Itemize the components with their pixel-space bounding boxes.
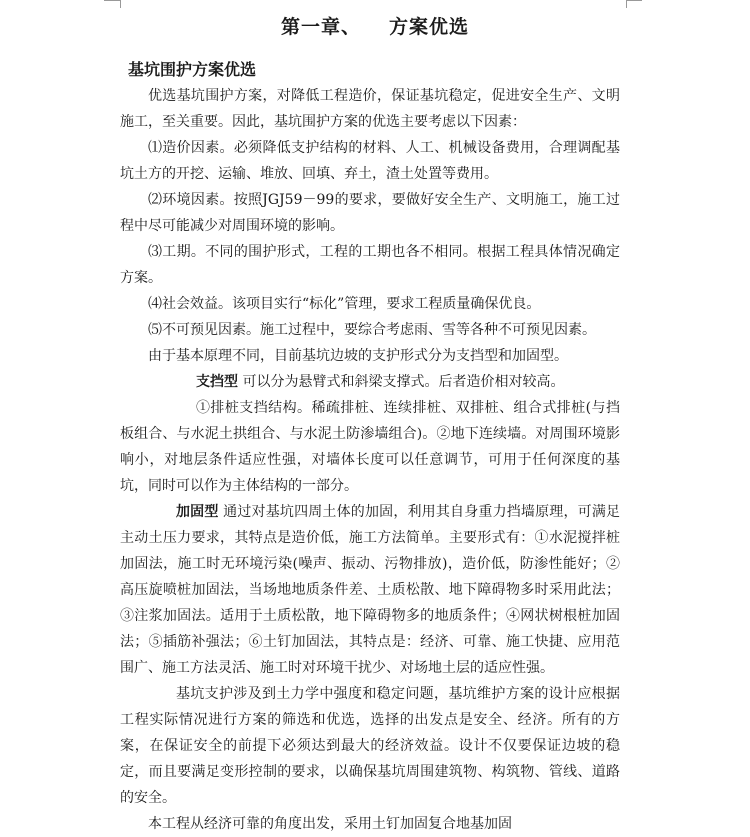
reinforcement-type-text: 通过对基坑四周土体的加固，利用其自身重力挡墙原理，可满足主动土压力要求，其特点是造价低，施工方法简单。主要形式有：①水泥搅拌桩加固法，施工时无环境污染(噪声、振动、污物排放)，造价低，防渗性能好；②高压旋喷桩加固法，当场地地质条件差、土质松散、地下障碍物多时采用此法；③注浆加固法。适用于土质松散，地下障碍物多的地质条件；④网状树根桩加固法；⑤插筋补强法；⑥土钉加固法，其特点是：经济、可靠、施工快捷、应用范围广、施工方法灵活、施工时对环境干扰少、对场地土层的适应性强。 <box>120 504 621 676</box>
chapter-title <box>0 12 750 39</box>
paragraph-conclusion: 本工程从经济可靠的角度出发，采用土钉加固复合地基加固 <box>148 816 512 832</box>
paragraph-pile-structures: ①排桩支挡结构。稀疏排桩、连续排桩、双排桩、组合式排桩(与挡板组合、与水泥土拱组合、与水泥土防渗墙组合)。②地下连续墙。对周围环境影响小，对地层条件适应性强，对墙体长度可以任意调节，可用于任何深度的基坑，同时可以作为主体结构的一部分。 <box>120 400 620 494</box>
paragraph-social-benefit: ⑷社会效益。该项目实行“标化”管理，要求工程质量确保优良。 <box>148 296 541 312</box>
section-heading: 基坑围护方案优选 <box>128 60 257 79</box>
paragraph-cost-factor: ⑴造价因素。必须降低支护结构的材料、人工、机械设备费用，合理调配基坑土方的开挖、运输、堆放、回填、弃土，渣土处置等费用。 <box>120 140 620 182</box>
page-corner-mark-right-vertical <box>626 0 627 8</box>
paragraph-intro: 优选基坑围护方案，对降低工程造价，保证基坑稳定，促进安全生产、文明施工，至关重要。因此，基坑围护方案的优选主要考虑以下因素： <box>120 88 620 130</box>
reinforcement-type-label: 加固型 <box>176 504 219 520</box>
paragraph-environment-factor: ⑵环境因素。按照JGJ59－99的要求，要做好安全生产、文明施工，施工过程中尽可能减少对周围环境的影响。 <box>120 192 620 234</box>
chapter-name: 方案优选 <box>389 16 470 38</box>
page-corner-mark-right <box>626 0 642 1</box>
paragraph-support-types: 由于基本原理不同，目前基坑边坡的支护形式分为支挡型和加固型。 <box>148 348 568 364</box>
paragraph-schedule-factor: ⑶工期。不同的围护形式，工程的工期也各不相同。根据工程具体情况确定方案。 <box>120 244 620 286</box>
page-corner-mark-left <box>104 0 120 1</box>
paragraph-retaining-type <box>120 369 620 395</box>
paragraph-unforeseen-factor: ⑸不可预见因素。施工过程中，要综合考虑雨、雪等各种不可预见因素。 <box>148 322 596 338</box>
page-corner-mark-left-vertical <box>120 0 121 8</box>
retaining-type-text: 可以分为悬臂式和斜梁支撑式。后者造价相对较高。 <box>238 374 565 390</box>
chapter-number: 第一章、 <box>280 16 361 38</box>
retaining-type-label: 支挡型 <box>196 374 238 390</box>
document-body <box>120 83 620 837</box>
paragraph-reinforcement-type <box>120 499 620 681</box>
paragraph-design-principle: 基坑支护涉及到土力学中强度和稳定问题，基坑维护方案的设计应根据工程实际情况进行方案的筛选和优选，选择的出发点是安全、经济。所有的方案，在保证安全的前提下必须达到最大的经济效益。设计不仅要保证边坡的稳定，而且要满足变形控制的要求，以确保基坑周围建筑物、构筑物、管线、道路的安全。 <box>120 686 620 806</box>
